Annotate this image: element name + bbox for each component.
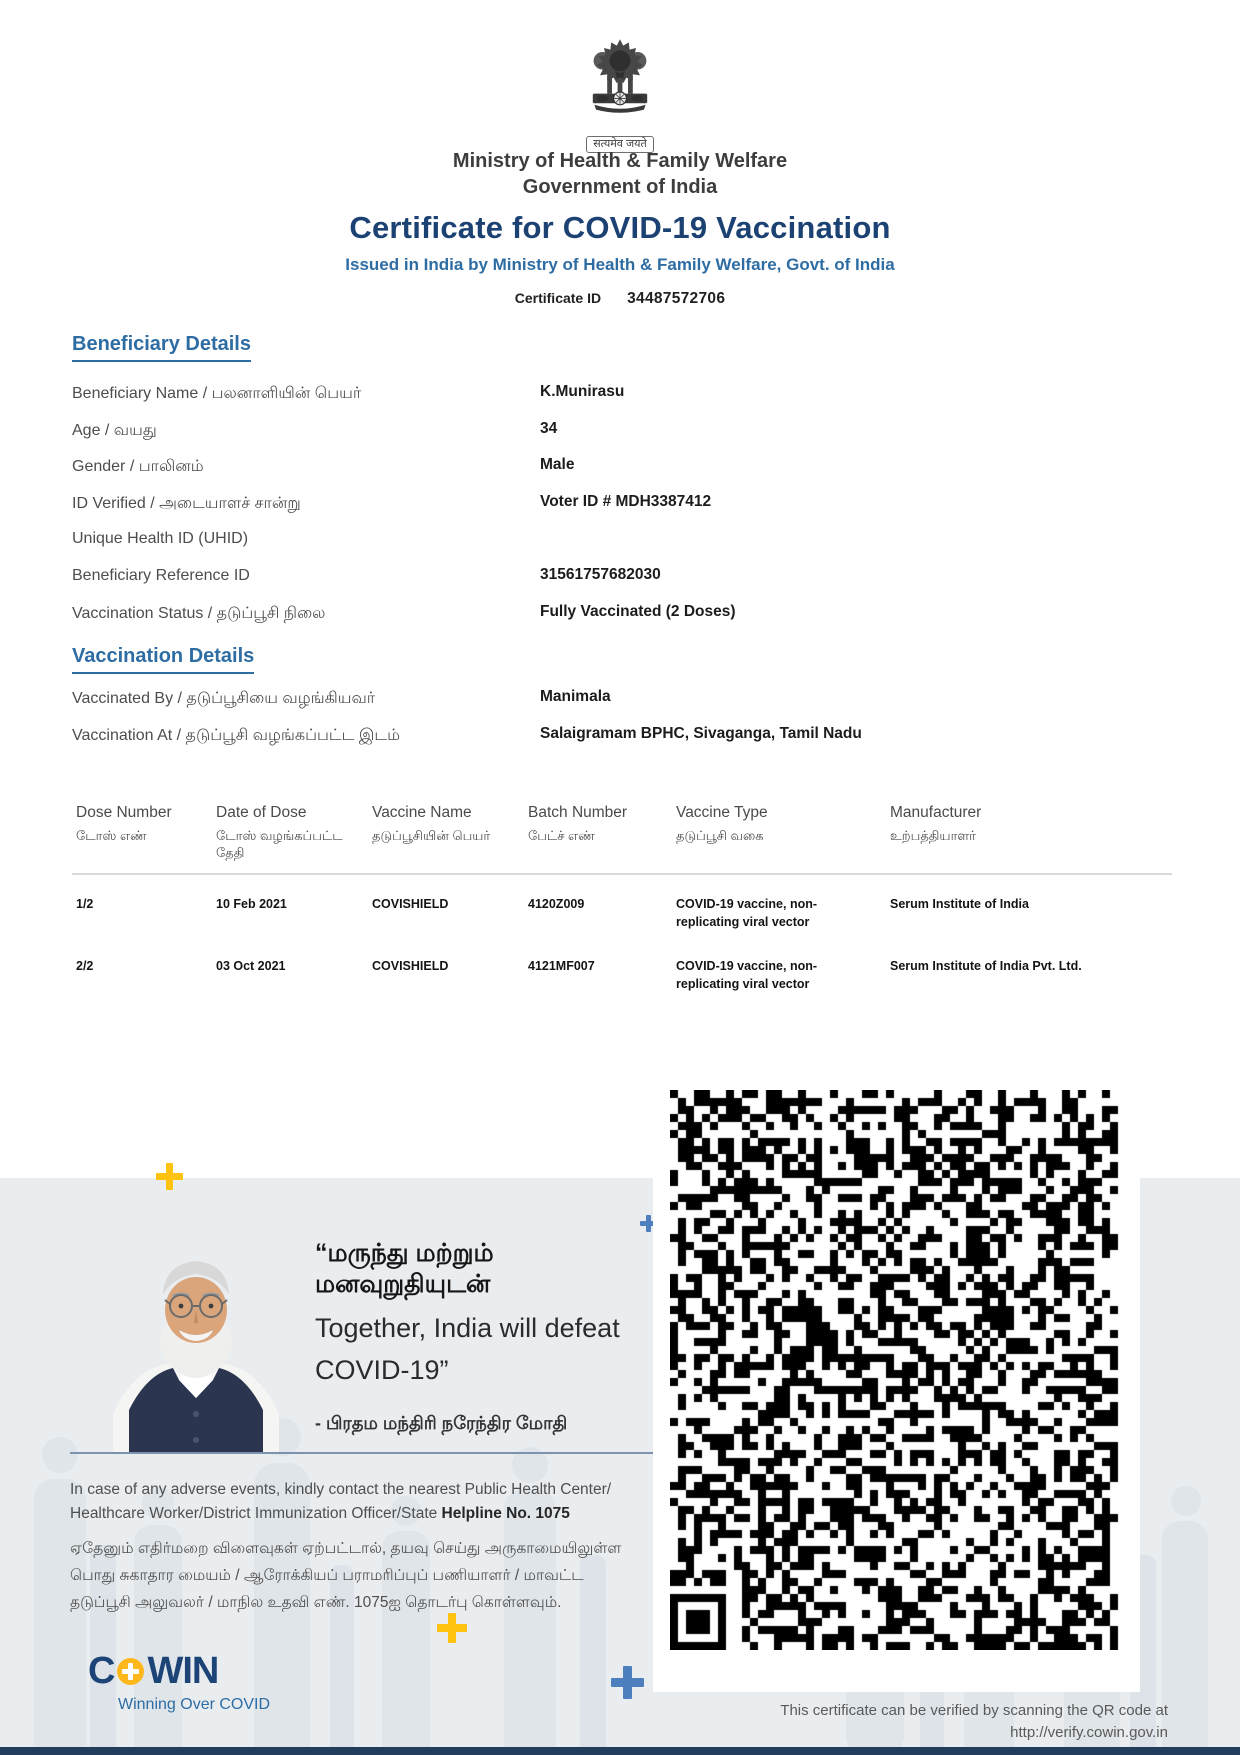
table-cell: Serum Institute of India bbox=[890, 897, 1029, 911]
cowin-tagline: Winning Over COVID bbox=[118, 1696, 271, 1713]
certificate-title: Certificate for COVID-19 Vaccination bbox=[349, 210, 891, 245]
quote-english bbox=[315, 1307, 645, 1391]
certificate-id-row bbox=[0, 290, 1240, 308]
detail-value: 31561757682030 bbox=[540, 565, 661, 583]
pm-quote-block bbox=[315, 1238, 645, 1436]
column-header: Date of Dose bbox=[216, 804, 307, 821]
detail-label: Unique Health ID (UHID) bbox=[72, 530, 249, 548]
detail-row-age bbox=[72, 415, 1172, 452]
quote-tamil-line1: “மருந்து மற்றும் bbox=[315, 1239, 494, 1267]
cowin-plus-icon bbox=[117, 1658, 144, 1685]
beneficiary-details-list bbox=[72, 378, 1172, 634]
table-row-dose-1 bbox=[72, 875, 1172, 937]
column-header: Vaccine Name bbox=[372, 804, 472, 821]
vaccination-details-heading: Vaccination Details bbox=[72, 645, 254, 674]
detail-value: Salaigramam BPHC, Sivaganga, Tamil Nadu bbox=[540, 724, 862, 742]
beneficiary-details-heading: Beneficiary Details bbox=[72, 333, 251, 362]
detail-label: Vaccinated By / தடுப்பூசியை வழங்கியவர் bbox=[72, 690, 376, 707]
ministry-name: Ministry of Health & Family Welfare bbox=[452, 150, 788, 172]
table-cell: 10 Feb 2021 bbox=[216, 897, 287, 911]
qr-code bbox=[670, 1090, 1122, 1650]
certificate-id-value: 34487572706 bbox=[627, 290, 726, 307]
quote-attribution: - பிரதம மந்திரி நரேந்திர மோதி bbox=[315, 1413, 568, 1433]
detail-label: Vaccination Status / தடுப்பூசி நிலை bbox=[72, 604, 326, 622]
column-header-tamil: பேட்ச் எண் bbox=[528, 828, 595, 843]
column-header-tamil: தடுப்பூசியின் பெயர் bbox=[372, 828, 491, 843]
column-header: Manufacturer bbox=[890, 804, 982, 821]
table-cell: 4120Z009 bbox=[528, 897, 585, 911]
table-cell: Serum Institute of India Pvt. Ltd. bbox=[890, 959, 1082, 973]
verify-note bbox=[600, 1700, 1168, 1744]
table-cell: 03 Oct 2021 bbox=[216, 959, 286, 973]
table-cell: COVID-19 vaccine, non-replicating viral vector bbox=[676, 897, 818, 929]
column-header-tamil: தடுப்பூசி வகை bbox=[676, 828, 764, 843]
detail-value: K.Munirasu bbox=[540, 383, 625, 400]
column-header-tamil: டோஸ் வழங்கப்பட்ட தேதி bbox=[216, 828, 343, 860]
dose-table bbox=[72, 800, 1172, 999]
bottom-bar bbox=[0, 1747, 1240, 1755]
adverse-events-line2: Healthcare Worker/District Immunization Officer/State bbox=[70, 1505, 442, 1522]
detail-label: Gender / பாலினம் bbox=[72, 458, 204, 476]
pm-modi-photo bbox=[105, 1218, 287, 1453]
detail-row-gender bbox=[72, 451, 1172, 488]
vaccination-details-list bbox=[72, 683, 1172, 756]
quote-english-line2: COVID-19” bbox=[315, 1355, 449, 1385]
detail-row-reference-id bbox=[72, 561, 1172, 598]
adverse-events-line1: In case of any adverse events, kindly contact the nearest Public Health Center/ bbox=[70, 1481, 612, 1498]
table-cell: 2/2 bbox=[76, 959, 94, 973]
table-cell: COVID-19 vaccine, non-replicating viral vector bbox=[676, 959, 818, 991]
dose-table-header-en bbox=[72, 800, 1172, 825]
certificate-id-label: Certificate ID bbox=[514, 290, 602, 306]
table-cell: COVISHIELD bbox=[372, 897, 449, 911]
adverse-events-note bbox=[70, 1478, 642, 1526]
detail-label: Age / வயது bbox=[72, 421, 157, 439]
detail-label: Vaccination At / தடுப்பூசி வழங்கப்பட்ட இடம் bbox=[72, 726, 400, 744]
table-cell: COVISHIELD bbox=[372, 959, 449, 973]
adverse-events-note-tamil: ஏதேனும் எதிர்மறை விளைவுகள் ஏற்பட்டால், தயவு செய்து அருகாமையிலுள்ள பொது சுகாதார மையம் / ஆரோக்கியப் பராமரிப்புப் பணியாளர் / மாவட்ட தடுப்பூசி அலுவலர் / மாநில உதவி எண். 1075ஐ தொடர்பு கொள்ளவும். bbox=[70, 1540, 622, 1611]
column-header-tamil: டோஸ் எண் bbox=[76, 828, 147, 843]
table-cell: 1/2 bbox=[76, 897, 94, 911]
plus-decoration-blue-icon bbox=[611, 1666, 644, 1699]
column-header-tamil: உற்பத்தியாளர் bbox=[890, 828, 976, 843]
column-header: Vaccine Type bbox=[676, 804, 768, 821]
india-national-emblem-icon bbox=[572, 34, 668, 134]
detail-label: Beneficiary Name / பலனாளியின் பெயர் bbox=[72, 385, 362, 402]
detail-row-vaccination-status bbox=[72, 598, 1172, 635]
table-row-dose-2 bbox=[72, 937, 1172, 999]
quote-english-line1: Together, India will defeat bbox=[315, 1313, 620, 1343]
helpline-number: Helpline No. 1075 bbox=[441, 1505, 570, 1522]
column-header: Batch Number bbox=[528, 804, 628, 821]
detail-value: Fully Vaccinated (2 Doses) bbox=[540, 602, 736, 620]
cowin-logo bbox=[88, 1650, 270, 1714]
government-name: Government of India bbox=[522, 176, 718, 198]
detail-value: Voter ID # MDH3387412 bbox=[540, 492, 712, 510]
detail-label: ID Verified / அடையாளச் சான்று bbox=[72, 494, 301, 512]
qr-code-panel bbox=[653, 1074, 1140, 1692]
detail-row-vaccinated-by bbox=[72, 683, 1172, 720]
detail-row-uhid bbox=[72, 524, 1172, 561]
certificate-header-emblem bbox=[520, 34, 720, 153]
plus-decoration-yellow-icon bbox=[437, 1613, 467, 1643]
verify-note-line2: http://verify.cowin.gov.in bbox=[1010, 1724, 1168, 1741]
detail-row-id-verified bbox=[72, 488, 1172, 525]
cowin-logo-win: WIN bbox=[147, 1650, 219, 1692]
banner-divider bbox=[70, 1452, 655, 1454]
verify-note-line1: This certificate can be verified by scanning the QR code at bbox=[780, 1702, 1168, 1719]
certificate-subtitle: Issued in India by Ministry of Health & Family Welfare, Govt. of India bbox=[345, 255, 895, 274]
detail-value: Manimala bbox=[540, 688, 611, 705]
column-header: Dose Number bbox=[76, 804, 172, 821]
table-cell: 4121MF007 bbox=[528, 959, 595, 973]
dose-table-header-ta bbox=[72, 825, 1172, 871]
plus-decoration-yellow-icon bbox=[156, 1163, 183, 1190]
detail-label: Beneficiary Reference ID bbox=[72, 566, 250, 584]
cowin-logo-c: C bbox=[88, 1650, 115, 1692]
detail-value: Male bbox=[540, 456, 575, 474]
cowin-logo-wordmark bbox=[88, 1650, 270, 1693]
detail-row-name bbox=[72, 378, 1172, 415]
detail-value: 34 bbox=[540, 419, 558, 437]
detail-row-vaccination-at bbox=[72, 720, 1172, 757]
emblem-motto: सत्यमेव जयते bbox=[586, 136, 654, 153]
quote-tamil-line2: மனவுறுதியுடன் bbox=[315, 1270, 491, 1298]
